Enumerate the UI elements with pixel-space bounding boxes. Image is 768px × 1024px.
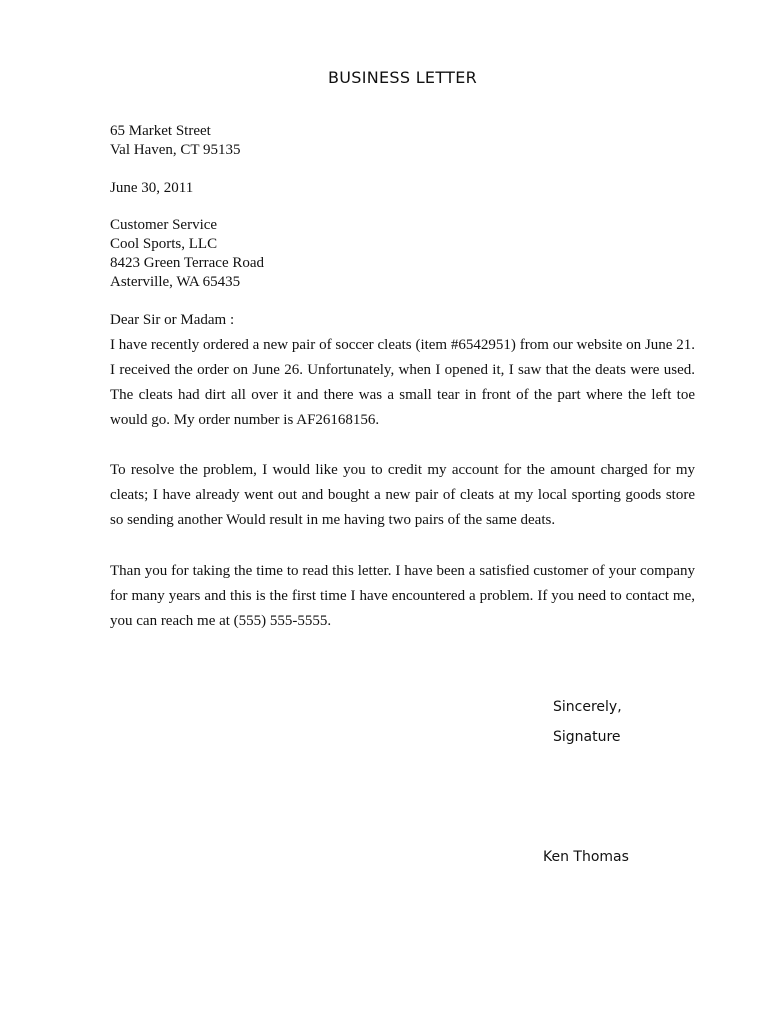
letter-date [110,179,193,198]
recipient-address-line: Cool Sports, LLC [110,236,218,252]
letter-title: BUSINESS LETTER [327,68,478,87]
sender-address [110,122,241,160]
recipient-address-line: 8423 Green Terrace Road [110,255,265,271]
signature-label: Signature [553,729,621,745]
signer-name: Ken Thomas [543,849,629,865]
recipient-address [110,216,264,292]
salutation: Dear Sir or Madam : [110,312,235,328]
recipient-address-line: Asterville, WA 65435 [110,274,241,290]
sender-address-line: 65 Market Street [110,123,211,139]
body-paragraph-1: I have recently ordered a new pair of soccer cleats (item #6542951) from our website on June 21. I received the order on June 26. Unfortunately, when I opened it, I saw that the deats were used. The cleats had dirt all over it and there was a small tear in front of the part where the left toe would go. My order number is AF26168156. [110,337,695,428]
body-paragraph-3: Than you for taking the time to read this letter. I have been a satisfied customer of your company for many years and this is the first time I have encountered a problem. If you need to contact me, you can reach me at (555) 555-5555. [110,563,695,629]
body-paragraph-2: To resolve the problem, I would like you to credit my account for the amount charged for my cleats; I have already went out and bought a new pair of cleats at my local sporting goods store so sending another Would result in me having two pairs of the same deats. [110,462,695,528]
sender-address-line: Val Haven, CT 95135 [110,142,241,158]
closing: Sincerely, [553,699,622,715]
letter-date-text: June 30, 2011 [110,180,194,196]
recipient-address-line: Customer Service [110,217,218,233]
